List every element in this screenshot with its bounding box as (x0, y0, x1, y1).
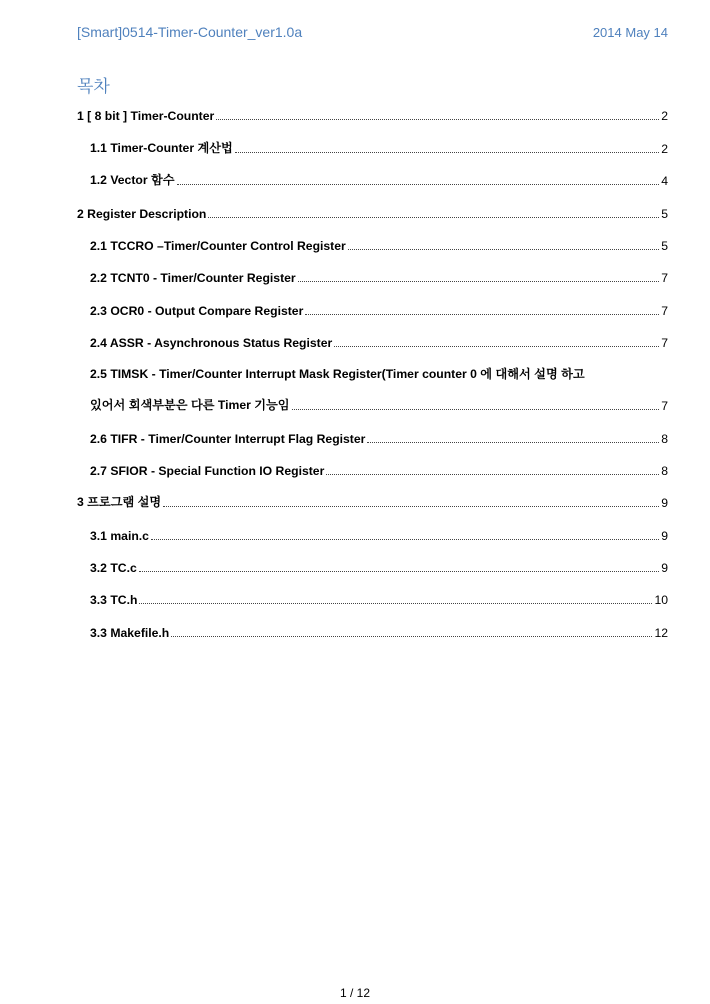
toc-entry-page: 9 (661, 496, 668, 511)
toc-leader-dots (326, 474, 659, 475)
toc-entry[interactable] (77, 130, 668, 162)
toc-entry[interactable] (77, 420, 668, 452)
toc-entry-page: 5 (661, 206, 668, 221)
toc-entry[interactable] (77, 485, 668, 517)
toc-entry-label: 2.1 TCCRO –Timer/Counter Control Register (90, 238, 346, 253)
toc-entry[interactable] (77, 582, 668, 614)
toc-entry-page: 7 (661, 271, 668, 286)
toc-entry-page: 8 (661, 463, 668, 478)
toc-entry-page: 10 (654, 593, 668, 608)
toc-entry-label: 2.7 SFIOR - Special Function IO Register (90, 463, 325, 478)
toc-entry-label: 2.3 OCR0 - Output Compare Register (90, 303, 304, 318)
toc-leader-dots (139, 603, 652, 604)
toc-leader-dots (208, 217, 659, 218)
toc-entry-label: 2.4 ASSR - Asynchronous Status Register (90, 336, 333, 351)
toc-leader-dots (163, 506, 659, 507)
toc-entry-label: 1.1 Timer-Counter 계산법 (90, 140, 233, 155)
toc-entry-page: 4 (661, 174, 668, 189)
toc-entry-page: 7 (661, 336, 668, 351)
toc-entry[interactable] (77, 517, 668, 549)
toc-leader-dots (216, 119, 659, 120)
toc-entry-page: 8 (661, 431, 668, 446)
toc-entry-page: 9 (661, 561, 668, 576)
toc-entry-page: 5 (661, 238, 668, 253)
toc-entry-page: 7 (661, 303, 668, 318)
toc-entry-label: 2.5 TIMSK - Timer/Counter Interrupt Mask Register(Timer counter 0 에 대해서 설명 하고 (90, 367, 585, 382)
toc-entry-page: 12 (654, 625, 668, 640)
toc-leader-dots (367, 442, 659, 443)
toc-entry-label: 1 [ 8 bit ] Timer-Counter (77, 109, 215, 124)
toc-leader-dots (177, 184, 660, 185)
toc-entry-label: 1.2 Vector 함수 (90, 173, 175, 188)
toc-leader-dots (298, 281, 660, 282)
page-number-footer: 1 / 12 (339, 986, 371, 1000)
document-date: 2014 May 14 (592, 25, 668, 40)
toc-entry[interactable] (77, 453, 668, 485)
toc-leader-dots (334, 346, 659, 347)
page-header (77, 24, 668, 44)
toc-entry-label: 2 Register Description (77, 206, 207, 221)
toc-entry-page: 2 (661, 141, 668, 156)
toc-leader-dots (139, 571, 659, 572)
toc-entry[interactable] (77, 98, 668, 130)
toc-entry-label: 2.2 TCNT0 - Timer/Counter Register (90, 271, 296, 286)
toc-entry-label: 3.1 main.c (90, 528, 149, 543)
toc-leader-dots (292, 409, 660, 410)
toc-entry-page: 7 (661, 399, 668, 414)
toc-entry-label-continued: 있어서 회색부분은 다른 Timer 기능임 (90, 398, 290, 413)
toc-heading: 목차 (77, 77, 110, 96)
toc-entry[interactable] (77, 357, 668, 420)
toc-entry[interactable] (77, 163, 668, 195)
document-title: [Smart]0514-Timer-Counter_ver1.0a (77, 24, 303, 40)
toc-leader-dots (305, 314, 659, 315)
toc-entry-label: 2.6 TIFR - Timer/Counter Interrupt Flag Register (90, 431, 366, 446)
toc-entry[interactable] (77, 325, 668, 357)
toc-entry[interactable] (77, 228, 668, 260)
toc-entry-wrapped-label (90, 365, 668, 413)
toc-entry-label: 3.3 TC.h (90, 593, 138, 608)
toc-leader-dots (171, 636, 652, 637)
table-of-contents (77, 98, 668, 647)
toc-entry[interactable] (77, 292, 668, 324)
toc-entry-label: 3.3 Makefile.h (90, 625, 170, 640)
toc-entry[interactable] (77, 550, 668, 582)
toc-leader-dots (348, 249, 659, 250)
toc-entry[interactable] (77, 260, 668, 292)
toc-entry-second-line (90, 396, 668, 413)
toc-entry[interactable] (77, 614, 668, 646)
toc-entry-page: 2 (661, 109, 668, 124)
toc-entry-page: 9 (661, 528, 668, 543)
toc-entry-label: 3.2 TC.c (90, 561, 137, 576)
toc-entry-label: 3 프로그램 설명 (77, 495, 162, 510)
toc-leader-dots (235, 152, 659, 153)
toc-leader-dots (151, 539, 659, 540)
toc-entry[interactable] (77, 195, 668, 227)
